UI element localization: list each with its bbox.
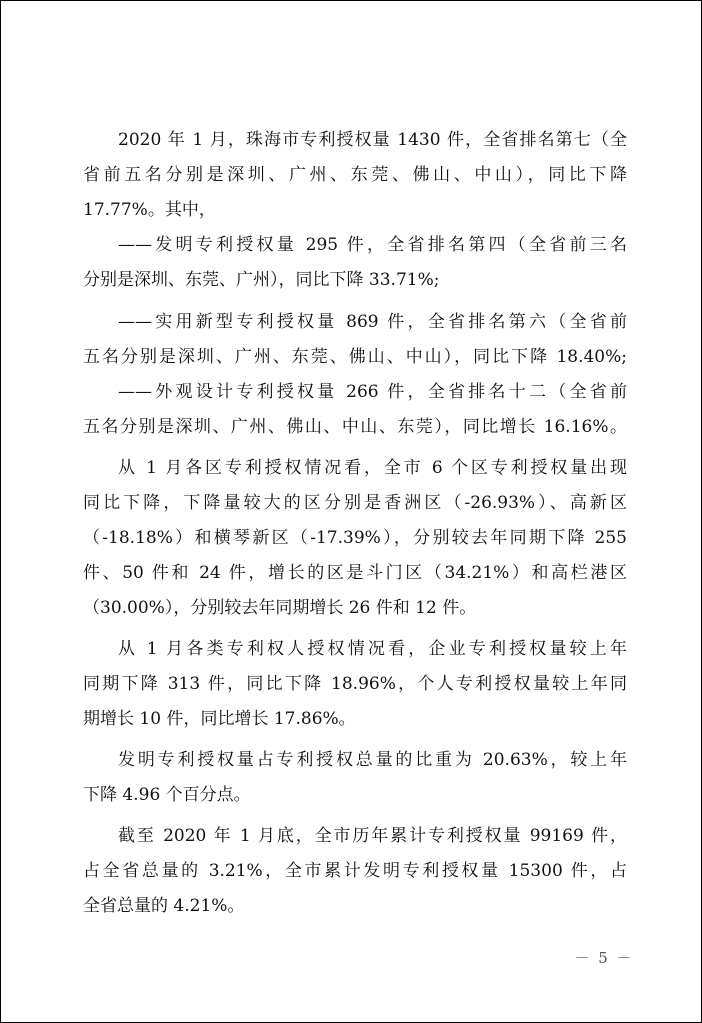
- paragraph-line: 2020 年 1 月，珠海市专利授权量 1430 件，全省排名第七（全: [118, 130, 627, 150]
- paragraph-line: 发明专利授权量占专利授权总量的比重为 20.63%，较上年: [118, 750, 627, 770]
- paragraph-line: 件、50 件和 24 件，增长的区是斗门区（34.21%）和高栏港区: [83, 563, 627, 583]
- paragraph-line: ——发明专利授权量 295 件，全省排名第四（全省前三名: [118, 235, 627, 255]
- paragraph-line: ——外观设计专利授权量 266 件，全省排名十二（全省前: [118, 382, 627, 402]
- paragraph-line: 分别是深圳、东莞、广州），同比下降 33.71%;: [83, 270, 440, 290]
- paragraph-line: 同期下降 313 件，同比下降 18.96%，个人专利授权量较上年同: [83, 674, 627, 694]
- paragraph-line: （30.00%），分别较去年同期增长 26 件和 12 件。: [83, 598, 477, 618]
- paragraph-line: 17.77%。其中，: [83, 200, 216, 220]
- paragraph-line: 同比下降，下降量较大的区分别是香洲区（-26.93%）、高新区: [83, 493, 627, 513]
- paragraph-line: 截至 2020 年 1 月底，全市历年累计专利授权量 99169 件，: [118, 826, 627, 846]
- paragraph-line: 五名分别是深圳、广州、东莞、佛山、中山），同比下降 18.40%;: [83, 347, 627, 367]
- paragraph-line: 全省总量的 4.21%。: [83, 896, 245, 916]
- page-number: － 5 －: [574, 949, 634, 967]
- paragraph-line: 下降 4.96 个百分点。: [83, 785, 251, 805]
- paragraph-line: 从 1 月各类专利权人授权情况看，企业专利授权量较上年: [118, 639, 627, 659]
- document-body: [1, 1, 701, 1022]
- paragraph-line: 期增长 10 件，同比增长 17.86%。: [83, 709, 356, 729]
- paragraph-line: ——实用新型专利授权量 869 件，全省排名第六（全省前: [118, 312, 627, 332]
- paragraph-line: 占全省总量的 3.21%，全市累计发明专利授权量 15300 件，占: [83, 861, 627, 881]
- paragraph-line: 从 1 月各区专利授权情况看，全市 6 个区专利授权量出现: [118, 458, 627, 478]
- paragraph-line: （-18.18%）和横琴新区（-17.39%），分别较去年同期下降 255: [83, 528, 627, 548]
- paragraph-line: 五名分别是深圳、广州、佛山、中山、东莞），同比增长 16.16%。: [83, 417, 627, 437]
- paragraph-line: 省前五名分别是深圳、广州、东莞、佛山、中山），同比下降: [83, 165, 627, 185]
